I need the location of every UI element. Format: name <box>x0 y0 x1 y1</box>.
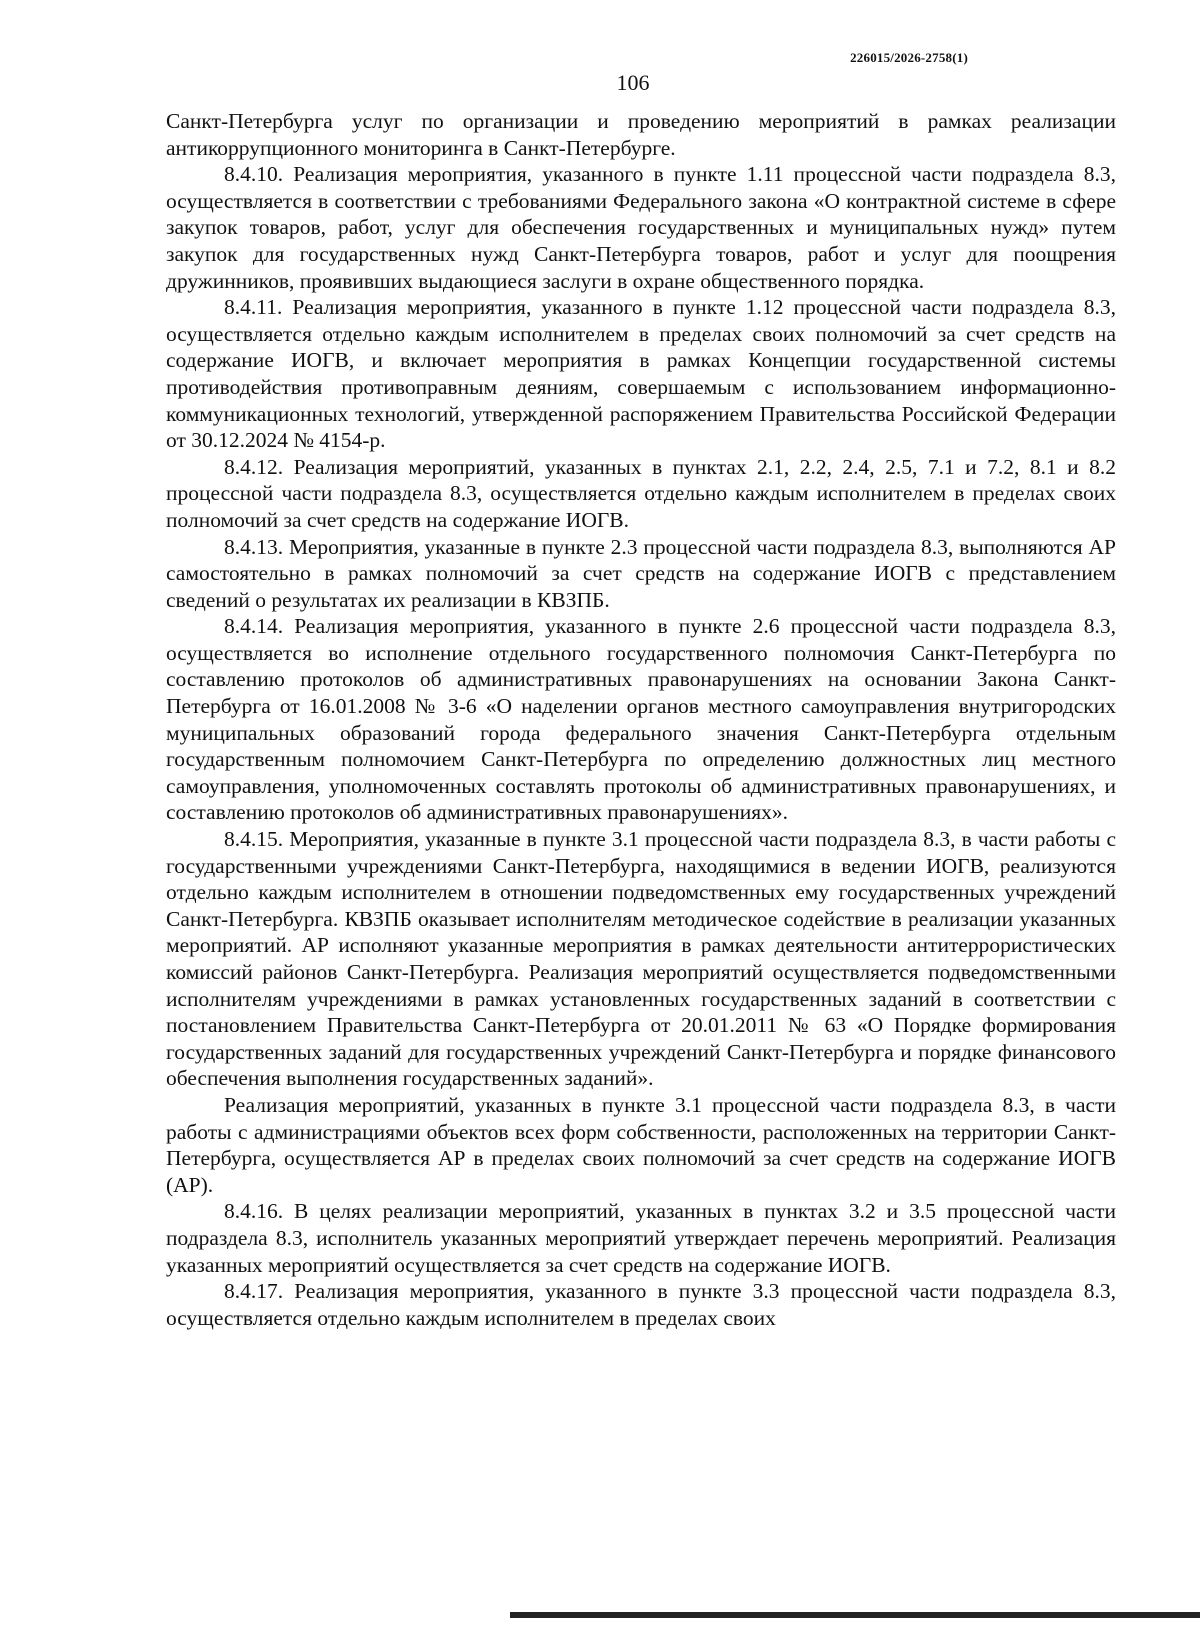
paragraph-8-4-15: 8.4.15. Мероприятия, указанные в пункте 3.1 процессной части подраздела 8.3, в части работы с государственными учреждениями Санкт-Петербурга, находящимися в ведении ИОГВ, реализуются отдельно каждым исполнителем в отношении подведомственных ему государственных учреждений Санкт-Петербурга. КВЗПБ оказывает исполнителям методическое содействие в реализации указанных мероприятий. АР исполняют указанные мероприятия в рамках деятельности антитеррористических комиссий районов Санкт-Петербурга. Реализация мероприятий осуществляется подведомственными исполнителям учреждениями в рамках установленных государственных заданий в соответствии с постановлением Правительства Санкт-Петербурга от 20.01.2011 № 63 «О Порядке формирования государственных заданий для государственных учреждений Санкт-Петербурга и порядке финансового обеспечения выполнения государственных заданий». <box>166 827 1116 1091</box>
paragraph-8-4-17: 8.4.17. Реализация мероприятия, указанного в пункте 3.3 процессной части подраздела 8.3, осуществляется отдельно каждым исполнителем в пределах своих <box>166 1279 1116 1330</box>
paragraph-8-4-16: 8.4.16. В целях реализации мероприятий, указанных в пунктах 3.2 и 3.5 процессной части подраздела 8.3, исполнитель указанных мероприятий утверждает перечень мероприятий. Реализация указанных мероприятий осуществляется за счет средств на содержание ИОГВ. <box>166 1199 1116 1277</box>
paragraph-8-4-13: 8.4.13. Мероприятия, указанные в пункте 2.3 процессной части подраздела 8.3, выполняются АР самостоятельно в рамках полномочий за счет средств на содержание ИОГВ с представлением сведений о результатах их реализации в КВЗПБ. <box>166 534 1116 612</box>
paragraph-continuation: Санкт-Петербурга услуг по организации и проведению мероприятий в рамках реализации антикоррупционного мониторинга в Санкт-Петербурге. <box>166 109 1116 160</box>
paragraph-8-4-15-continued: Реализация мероприятий, указанных в пункте 3.1 процессной части подраздела 8.3, в части работы с администрациями объектов всех форм собственности, расположенных на территории Санкт-Петербурга, осуществляется АР в пределах своих полномочий за счет средств на содержание ИОГВ (АР). <box>166 1092 1116 1197</box>
scan-edge-line <box>510 1612 1200 1618</box>
paragraph-8-4-14: 8.4.14. Реализация мероприятия, указанного в пункте 2.6 процессной части подраздела 8.3, осуществляется во исполнение отдельного государственного полномочия Санкт-Петербурга по составлению протоколов об административных правонарушениях на основании Закона Санкт-Петербурга от 16.01.2008 № 3-6 «О наделении органов местного самоуправления внутригородских муниципальных образований города федерального значения Санкт-Петербурга отдельным государственным полномочием Санкт-Петербурга по определению должностных лиц местного самоуправления, уполномоченных составлять протоколы об административных правонарушениях, и составлению протоколов об административных правонарушениях». <box>166 614 1116 825</box>
document-body <box>166 108 1116 1331</box>
paragraph-8-4-10: 8.4.10. Реализация мероприятия, указанного в пункте 1.11 процессной части подраздела 8.3, осуществляется в соответствии с требованиями Федерального закона «О контрактной системе в сфере закупок товаров, работ, услуг для обеспечения государственных и муниципальных нужд» путем закупок для государственных нужд Санкт-Петербурга товаров, работ и услуг для поощрения дружинников, проявивших выдающиеся заслуги в охране общественного порядка. <box>166 162 1116 293</box>
page-number: 106 <box>616 70 650 95</box>
paragraph-8-4-11: 8.4.11. Реализация мероприятия, указанного в пункте 1.12 процессной части подраздела 8.3, осуществляется отдельно каждым исполнителем в пределах своих полномочий за счет средств на содержание ИОГВ, и включает мероприятия в рамках Концепции государственной системы противодействия противоправным деяниям, совершаемым с использованием информационно-коммуникационных технологий, утвержденной распоряжением Правительства Российской Федерации от 30.12.2024 № 4154-р. <box>166 295 1116 453</box>
document-id: 226015/2026-2758(1) <box>850 50 968 65</box>
paragraph-8-4-12: 8.4.12. Реализация мероприятий, указанных в пунктах 2.1, 2.2, 2.4, 2.5, 7.1 и 7.2, 8.1 и 8.2 процессной части подраздела 8.3, осуществляется отдельно каждым исполнителем в пределах своих полномочий за счет средств на содержание ИОГВ. <box>166 454 1116 532</box>
